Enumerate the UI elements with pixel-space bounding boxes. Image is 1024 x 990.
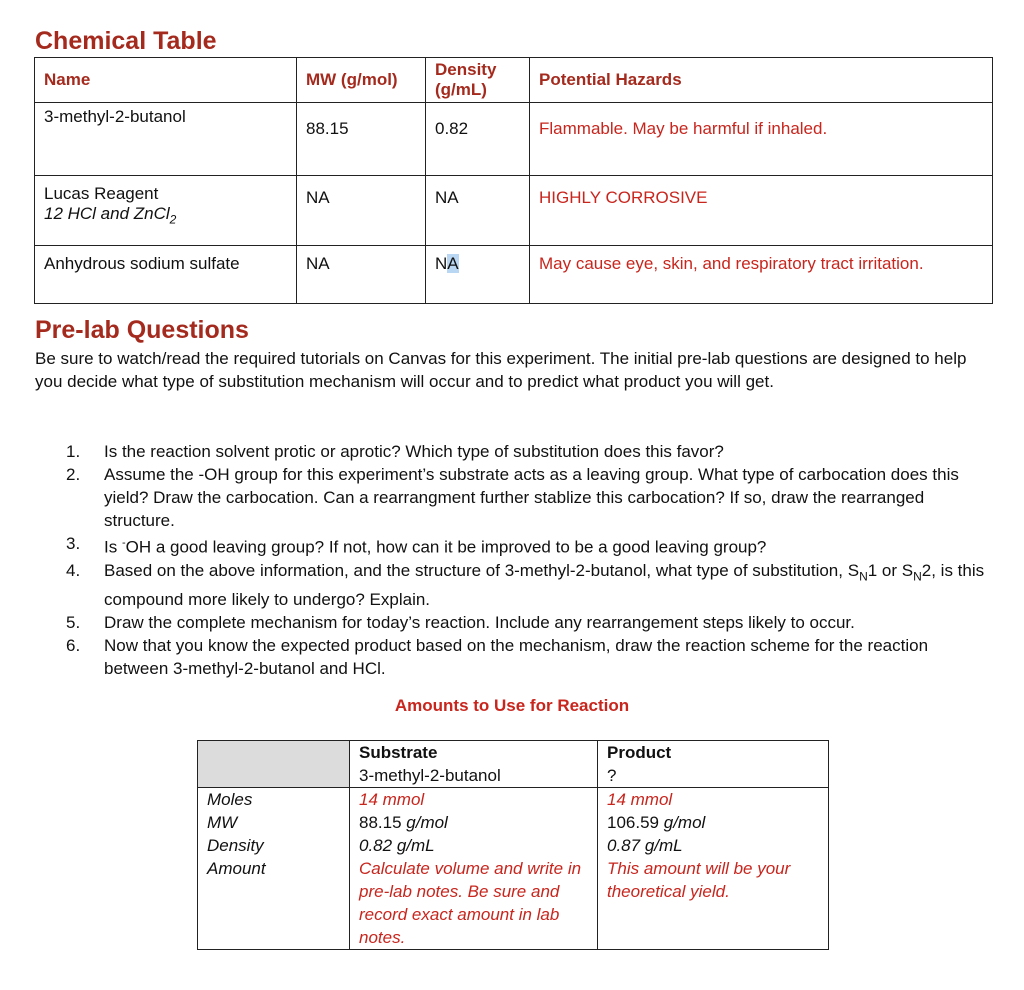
table-row	[35, 176, 993, 246]
substrate-moles: 14 mmol	[350, 788, 598, 812]
table-row	[198, 811, 829, 834]
table-row	[198, 788, 829, 812]
table-row	[198, 834, 829, 857]
table-row	[35, 103, 993, 176]
product-moles: 14 mmol	[598, 788, 829, 812]
product-name: ?	[598, 764, 829, 788]
chem-mw: NA	[297, 176, 426, 246]
chemical-table	[34, 57, 993, 304]
list-item: 6. Now that you know the expected product based on the mechanism, draw the reaction scheme for the reaction between 3-methyl-2-butanol and HCl.	[66, 636, 929, 679]
table-row	[198, 857, 829, 950]
text-selection-highlight: A	[447, 254, 459, 273]
chem-name-formula: 12 HCl and ZnCl$_2$	[44, 204, 177, 227]
header-density: Density (g/mL)	[426, 58, 530, 103]
list-item: 4. Based on the above information, and the structure of 3-methyl-2-butanol, what type of substitution, $S_N1$ or $S_N2$, is this compound more likely to undergo? Explain.	[66, 560, 985, 610]
row-label-density: Density	[198, 834, 350, 857]
chem-name: Lucas Reagent	[44, 184, 159, 203]
substrate-header: Substrate	[350, 741, 598, 765]
list-item: 1. Is the reaction solvent protic or aprotic? Which type of substitution does this favor?	[66, 442, 724, 461]
chem-mw: NA	[297, 246, 426, 304]
chem-mw: 88.15	[297, 103, 426, 176]
prelab-question-list	[66, 440, 996, 680]
chemical-table-title: Chemical Table	[35, 27, 217, 55]
product-header: Product	[598, 741, 829, 765]
chemical-table-header-row	[35, 58, 993, 103]
chem-density: NA	[426, 176, 530, 246]
chem-hazard: Flammable. May be harmful if inhaled.	[530, 103, 993, 176]
list-item: 5. Draw the complete mechanism for today’s reaction. Include any rearrangement steps likely to occur.	[66, 613, 855, 633]
substrate-mw: 88.15 g/mol	[350, 811, 598, 834]
chem-density: NA	[426, 246, 530, 304]
row-label-moles: Moles	[198, 788, 350, 812]
header-mw: MW (g/mol)	[297, 58, 426, 103]
product-density: 0.87 g/mL	[598, 834, 829, 857]
substrate-density: 0.82 g/mL	[350, 834, 598, 857]
product-mw: 106.59 g/mol	[598, 811, 829, 834]
prelab-intro: Be sure to watch/read the required tutorials on Canvas for this experiment. The initial pre-lab questions are designed to help you decide what type of substitution mechanism will occur and to predict what product you will get.	[35, 349, 967, 391]
product-amount: This amount will be your theoretical yield.	[598, 857, 829, 950]
prelab-title: Pre-lab Questions	[35, 316, 249, 344]
chem-name-cell	[35, 176, 297, 246]
row-label-amount: Amount	[198, 857, 350, 950]
chem-name: 3-methyl-2-butanol	[35, 103, 297, 176]
substrate-name: 3-methyl-2-butanol	[350, 764, 598, 788]
amounts-table	[197, 740, 829, 950]
list-item: 3. Is -OH a good leaving group? If not, how can it be improved to be a good leaving group?	[66, 534, 767, 557]
table-row	[35, 246, 993, 304]
row-label-mw: MW	[198, 811, 350, 834]
list-item: 2. Assume the -OH group for this experiment’s substrate acts as a leaving group. What type of carbocation does this yield? Draw the carbocation. Can a rearrangment further stablize this carbocation? If so, draw the rearranged structure.	[66, 465, 959, 530]
chem-hazard: May cause eye, skin, and respiratory tract irritation.	[530, 246, 993, 304]
blank-header-cell	[198, 741, 350, 788]
header-hazards: Potential Hazards	[530, 58, 993, 103]
header-name: Name	[35, 58, 297, 103]
amounts-title: Amounts to Use for Reaction	[394, 696, 630, 715]
substrate-amount: Calculate volume and write in pre-lab notes. Be sure and record exact amount in lab notes.	[350, 857, 598, 950]
chem-density: 0.82	[426, 103, 530, 176]
amounts-header-row	[198, 741, 829, 765]
chem-name: Anhydrous sodium sulfate	[35, 246, 297, 304]
chem-hazard: HIGHLY CORROSIVE	[530, 176, 993, 246]
